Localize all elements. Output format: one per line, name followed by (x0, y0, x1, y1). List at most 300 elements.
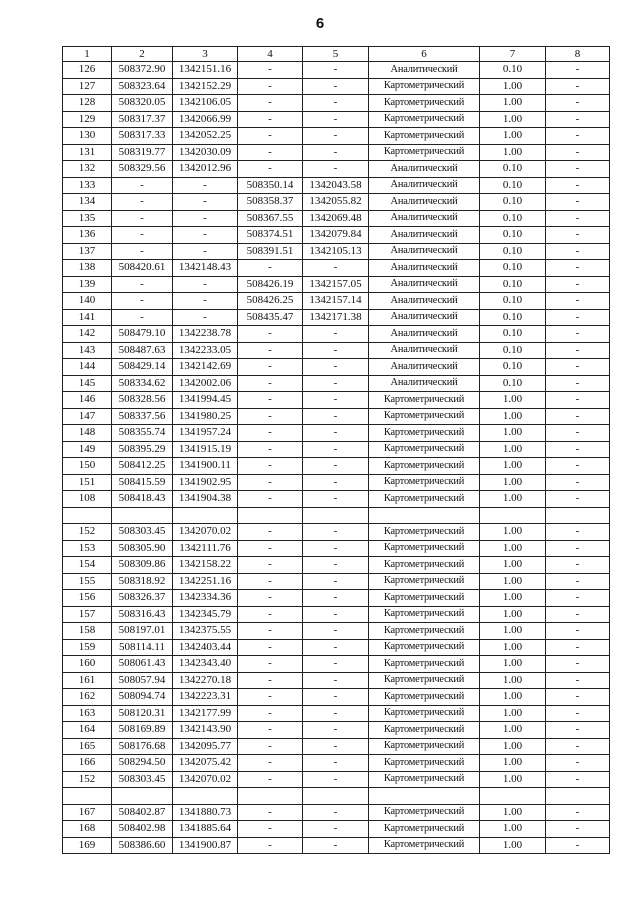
method-cell: Аналитический (369, 161, 480, 178)
y-alt-cell: - (303, 524, 369, 541)
y-alt-cell: - (303, 408, 369, 425)
method-cell: Картометрический (369, 656, 480, 673)
note-cell: - (546, 738, 610, 755)
table-row (63, 524, 610, 541)
method-cell: Картометрический (369, 95, 480, 112)
note-cell: - (546, 276, 610, 293)
table-row (63, 606, 610, 623)
method-cell: Аналитический (369, 62, 480, 79)
accuracy-cell: 1.00 (480, 771, 546, 788)
y-alt-cell: - (303, 491, 369, 508)
table-row (63, 177, 610, 194)
x-coordinate-cell: - (112, 210, 173, 227)
note-cell: - (546, 309, 610, 326)
method-cell: Картометрический (369, 689, 480, 706)
column-header: 5 (303, 47, 369, 62)
x-alt-cell: - (238, 705, 303, 722)
x-coordinate-cell: - (112, 227, 173, 244)
point-number-cell: 138 (63, 260, 112, 277)
table-row (63, 392, 610, 409)
y-alt-cell: - (303, 656, 369, 673)
note-cell: - (546, 639, 610, 656)
method-cell: Картометрический (369, 524, 480, 541)
x-alt-cell: - (238, 441, 303, 458)
x-alt-cell: - (238, 342, 303, 359)
method-cell: Аналитический (369, 359, 480, 376)
y-coordinate-cell: 1341994.45 (173, 392, 238, 409)
x-alt-cell: 508350.14 (238, 177, 303, 194)
x-coordinate-cell: 508429.14 (112, 359, 173, 376)
x-alt-cell: 508391.51 (238, 243, 303, 260)
method-cell: Картометрический (369, 557, 480, 574)
table-row (63, 111, 610, 128)
y-coordinate-cell: 1342375.55 (173, 623, 238, 640)
note-cell: - (546, 342, 610, 359)
accuracy-cell: 0.10 (480, 161, 546, 178)
point-number-cell: 152 (63, 771, 112, 788)
x-alt-cell: - (238, 62, 303, 79)
y-alt-cell: - (303, 359, 369, 376)
method-cell: Аналитический (369, 276, 480, 293)
method-cell: Аналитический (369, 293, 480, 310)
y-alt-cell: - (303, 78, 369, 95)
method-cell: Картометрический (369, 144, 480, 161)
note-cell: - (546, 623, 610, 640)
x-coordinate-cell: 508355.74 (112, 425, 173, 442)
point-number-cell: 108 (63, 491, 112, 508)
y-coordinate-cell: 1342223.31 (173, 689, 238, 706)
note-cell: - (546, 392, 610, 409)
table-row (63, 210, 610, 227)
x-coordinate-cell: 508418.43 (112, 491, 173, 508)
accuracy-cell: 1.00 (480, 656, 546, 673)
x-alt-cell: - (238, 524, 303, 541)
note-cell: - (546, 573, 610, 590)
note-cell: - (546, 689, 610, 706)
x-alt-cell: - (238, 672, 303, 689)
note-cell: - (546, 821, 610, 838)
x-alt-cell: 508358.37 (238, 194, 303, 211)
point-number-cell: 160 (63, 656, 112, 673)
y-coordinate-cell: 1341902.95 (173, 474, 238, 491)
y-alt-cell: - (303, 62, 369, 79)
note-cell: - (546, 62, 610, 79)
note-cell: - (546, 326, 610, 343)
y-coordinate-cell: 1342251.16 (173, 573, 238, 590)
note-cell: - (546, 293, 610, 310)
accuracy-cell: 0.10 (480, 359, 546, 376)
point-number-cell: 147 (63, 408, 112, 425)
y-coordinate-cell: 1342070.02 (173, 771, 238, 788)
x-coordinate-cell: - (112, 309, 173, 326)
note-cell: - (546, 441, 610, 458)
method-cell: Картометрический (369, 771, 480, 788)
x-alt-cell: - (238, 144, 303, 161)
y-coordinate-cell: 1342152.29 (173, 78, 238, 95)
y-coordinate-cell: 1342345.79 (173, 606, 238, 623)
y-coordinate-cell: 1342334.36 (173, 590, 238, 607)
y-coordinate-cell: 1342111.76 (173, 540, 238, 557)
accuracy-cell: 1.00 (480, 755, 546, 772)
accuracy-cell: 1.00 (480, 573, 546, 590)
x-coordinate-cell: 508395.29 (112, 441, 173, 458)
y-coordinate-cell: - (173, 194, 238, 211)
point-number-cell: 144 (63, 359, 112, 376)
y-coordinate-cell: 1342142.69 (173, 359, 238, 376)
y-alt-cell: - (303, 590, 369, 607)
x-alt-cell: - (238, 491, 303, 508)
y-alt-cell: 1342171.38 (303, 309, 369, 326)
x-coordinate-cell: 508317.37 (112, 111, 173, 128)
method-cell (369, 507, 480, 524)
y-coordinate-cell: 1342158.22 (173, 557, 238, 574)
column-header: 8 (546, 47, 610, 62)
x-alt-cell: - (238, 623, 303, 640)
accuracy-cell: 1.00 (480, 441, 546, 458)
note-cell: - (546, 771, 610, 788)
accuracy-cell: 1.00 (480, 837, 546, 854)
y-coordinate-cell: 1342403.44 (173, 639, 238, 656)
table-row (63, 243, 610, 260)
x-coordinate-cell: 508487.63 (112, 342, 173, 359)
note-cell: - (546, 722, 610, 739)
point-number-cell: 155 (63, 573, 112, 590)
x-coordinate-cell: 508412.25 (112, 458, 173, 475)
method-cell: Картометрический (369, 392, 480, 409)
table-row (63, 623, 610, 640)
y-alt-cell: - (303, 474, 369, 491)
coordinates-table (62, 46, 610, 854)
point-number-cell (63, 788, 112, 805)
column-header: 7 (480, 47, 546, 62)
x-coordinate-cell: 508479.10 (112, 326, 173, 343)
note-cell: - (546, 128, 610, 145)
x-coordinate-cell (112, 507, 173, 524)
x-coordinate-cell: 508420.61 (112, 260, 173, 277)
y-coordinate-cell: 1342148.43 (173, 260, 238, 277)
y-coordinate-cell: 1342002.06 (173, 375, 238, 392)
method-cell (369, 788, 480, 805)
y-alt-cell: - (303, 738, 369, 755)
point-number-cell: 142 (63, 326, 112, 343)
y-coordinate-cell: - (173, 227, 238, 244)
y-alt-cell: - (303, 606, 369, 623)
table-row (63, 837, 610, 854)
y-coordinate-cell: 1342070.02 (173, 524, 238, 541)
accuracy-cell: 1.00 (480, 111, 546, 128)
method-cell: Картометрический (369, 573, 480, 590)
x-coordinate-cell: 508305.90 (112, 540, 173, 557)
y-coordinate-cell: 1341900.11 (173, 458, 238, 475)
y-coordinate-cell: 1342066.99 (173, 111, 238, 128)
point-number-cell: 166 (63, 755, 112, 772)
method-cell: Картометрический (369, 722, 480, 739)
y-coordinate-cell: 1342177.99 (173, 705, 238, 722)
note-cell: - (546, 375, 610, 392)
point-number-cell: 153 (63, 540, 112, 557)
table-row (63, 194, 610, 211)
table-row (63, 656, 610, 673)
table-row (63, 689, 610, 706)
method-cell: Картометрический (369, 441, 480, 458)
y-alt-cell: - (303, 326, 369, 343)
x-coordinate-cell: - (112, 293, 173, 310)
accuracy-cell: 1.00 (480, 804, 546, 821)
method-cell: Картометрический (369, 590, 480, 607)
table-row (63, 540, 610, 557)
x-alt-cell: - (238, 606, 303, 623)
x-alt-cell: - (238, 260, 303, 277)
method-cell: Аналитический (369, 177, 480, 194)
note-cell: - (546, 177, 610, 194)
table-row (63, 128, 610, 145)
y-alt-cell: - (303, 639, 369, 656)
note-cell: - (546, 408, 610, 425)
x-alt-cell: - (238, 738, 303, 755)
accuracy-cell: 0.10 (480, 342, 546, 359)
y-coordinate-cell: - (173, 210, 238, 227)
table-row (63, 507, 610, 524)
table-row (63, 95, 610, 112)
method-cell: Аналитический (369, 210, 480, 227)
method-cell: Картометрический (369, 491, 480, 508)
note-cell: - (546, 491, 610, 508)
y-coordinate-cell (173, 788, 238, 805)
y-coordinate-cell: - (173, 276, 238, 293)
accuracy-cell: 1.00 (480, 540, 546, 557)
point-number-cell: 128 (63, 95, 112, 112)
note-cell: - (546, 78, 610, 95)
point-number-cell: 156 (63, 590, 112, 607)
note-cell: - (546, 111, 610, 128)
x-coordinate-cell: 508337.56 (112, 408, 173, 425)
point-number-cell: 162 (63, 689, 112, 706)
point-number-cell: 167 (63, 804, 112, 821)
x-coordinate-cell: 508303.45 (112, 771, 173, 788)
x-coordinate-cell: 508114.11 (112, 639, 173, 656)
accuracy-cell: 1.00 (480, 623, 546, 640)
point-number-cell: 146 (63, 392, 112, 409)
y-alt-cell: - (303, 458, 369, 475)
x-alt-cell: - (238, 837, 303, 854)
note-cell: - (546, 474, 610, 491)
y-alt-cell: - (303, 837, 369, 854)
point-number-cell: 130 (63, 128, 112, 145)
method-cell: Картометрический (369, 639, 480, 656)
y-coordinate-cell: 1341957.24 (173, 425, 238, 442)
x-alt-cell: - (238, 689, 303, 706)
x-coordinate-cell: 508061.43 (112, 656, 173, 673)
y-alt-cell: - (303, 128, 369, 145)
y-coordinate-cell: - (173, 293, 238, 310)
x-alt-cell: - (238, 111, 303, 128)
note-cell: - (546, 458, 610, 475)
note-cell: - (546, 672, 610, 689)
y-coordinate-cell (173, 507, 238, 524)
method-cell: Картометрический (369, 623, 480, 640)
y-coordinate-cell: 1341900.87 (173, 837, 238, 854)
x-coordinate-cell: - (112, 194, 173, 211)
table-row (63, 78, 610, 95)
accuracy-cell: 1.00 (480, 458, 546, 475)
table-row (63, 326, 610, 343)
y-alt-cell: - (303, 161, 369, 178)
y-coordinate-cell: 1342343.40 (173, 656, 238, 673)
x-alt-cell: 508367.55 (238, 210, 303, 227)
accuracy-cell: 0.10 (480, 194, 546, 211)
table-row (63, 804, 610, 821)
note-cell: - (546, 837, 610, 854)
table-row (63, 788, 610, 805)
point-number-cell: 164 (63, 722, 112, 739)
method-cell: Аналитический (369, 260, 480, 277)
x-coordinate-cell: 508316.43 (112, 606, 173, 623)
x-coordinate-cell: 508057.94 (112, 672, 173, 689)
note-cell: - (546, 227, 610, 244)
y-coordinate-cell: 1341904.38 (173, 491, 238, 508)
y-coordinate-cell: 1342052.25 (173, 128, 238, 145)
y-coordinate-cell: 1342143.90 (173, 722, 238, 739)
x-alt-cell: - (238, 392, 303, 409)
page-number: 6 (315, 15, 325, 32)
method-cell: Аналитический (369, 227, 480, 244)
table-row (63, 474, 610, 491)
accuracy-cell: 1.00 (480, 425, 546, 442)
x-coordinate-cell: 508318.92 (112, 573, 173, 590)
x-coordinate-cell: - (112, 177, 173, 194)
x-alt-cell (238, 507, 303, 524)
accuracy-cell: 0.10 (480, 210, 546, 227)
point-number-cell: 134 (63, 194, 112, 211)
method-cell: Аналитический (369, 375, 480, 392)
accuracy-cell: 1.00 (480, 722, 546, 739)
y-coordinate-cell: - (173, 243, 238, 260)
point-number-cell: 158 (63, 623, 112, 640)
note-cell: - (546, 194, 610, 211)
x-alt-cell: - (238, 639, 303, 656)
y-alt-cell: - (303, 689, 369, 706)
note-cell: - (546, 243, 610, 260)
accuracy-cell: 1.00 (480, 738, 546, 755)
table-row (63, 590, 610, 607)
x-alt-cell: - (238, 540, 303, 557)
note-cell: - (546, 210, 610, 227)
accuracy-cell: 0.10 (480, 293, 546, 310)
method-cell: Аналитический (369, 326, 480, 343)
y-coordinate-cell: 1342095.77 (173, 738, 238, 755)
y-coordinate-cell: 1342030.09 (173, 144, 238, 161)
accuracy-cell: 1.00 (480, 557, 546, 574)
x-coordinate-cell: 508329.56 (112, 161, 173, 178)
x-coordinate-cell: 508402.98 (112, 821, 173, 838)
table-row (63, 161, 610, 178)
point-number-cell: 151 (63, 474, 112, 491)
x-coordinate-cell: 508415.59 (112, 474, 173, 491)
method-cell: Картометрический (369, 458, 480, 475)
point-number-cell: 131 (63, 144, 112, 161)
x-coordinate-cell: 508328.56 (112, 392, 173, 409)
table-row (63, 771, 610, 788)
x-alt-cell: - (238, 821, 303, 838)
note-cell: - (546, 540, 610, 557)
x-coordinate-cell: 508326.37 (112, 590, 173, 607)
method-cell: Картометрический (369, 821, 480, 838)
x-alt-cell: - (238, 375, 303, 392)
table-row (63, 705, 610, 722)
point-number-cell: 133 (63, 177, 112, 194)
point-number-cell: 141 (63, 309, 112, 326)
note-cell: - (546, 590, 610, 607)
accuracy-cell: 0.10 (480, 375, 546, 392)
method-cell: Картометрический (369, 705, 480, 722)
y-alt-cell: 1342043.58 (303, 177, 369, 194)
x-alt-cell: - (238, 474, 303, 491)
x-alt-cell: - (238, 78, 303, 95)
accuracy-cell: 1.00 (480, 144, 546, 161)
y-coordinate-cell: - (173, 309, 238, 326)
accuracy-cell: 0.10 (480, 276, 546, 293)
method-cell: Картометрический (369, 425, 480, 442)
note-cell (546, 788, 610, 805)
point-number-cell: 161 (63, 672, 112, 689)
x-coordinate-cell (112, 788, 173, 805)
column-header: 6 (369, 47, 480, 62)
note-cell: - (546, 656, 610, 673)
x-alt-cell: - (238, 95, 303, 112)
x-alt-cell: - (238, 326, 303, 343)
note-cell (546, 507, 610, 524)
table-row (63, 573, 610, 590)
point-number-cell: 154 (63, 557, 112, 574)
accuracy-cell: 1.00 (480, 639, 546, 656)
y-coordinate-cell: 1341885.64 (173, 821, 238, 838)
point-number-cell: 169 (63, 837, 112, 854)
accuracy-cell: 1.00 (480, 821, 546, 838)
y-coordinate-cell: 1342075.42 (173, 755, 238, 772)
point-number-cell: 132 (63, 161, 112, 178)
column-header: 1 (63, 47, 112, 62)
x-alt-cell: 508374.51 (238, 227, 303, 244)
y-alt-cell (303, 788, 369, 805)
accuracy-cell: 1.00 (480, 78, 546, 95)
y-alt-cell: 1342069.48 (303, 210, 369, 227)
x-coordinate-cell: 508176.68 (112, 738, 173, 755)
y-alt-cell (303, 507, 369, 524)
point-number-cell: 137 (63, 243, 112, 260)
table-row (63, 639, 610, 656)
method-cell: Картометрический (369, 78, 480, 95)
point-number-cell: 127 (63, 78, 112, 95)
note-cell: - (546, 524, 610, 541)
y-coordinate-cell: 1342106.05 (173, 95, 238, 112)
y-coordinate-cell: 1341980.25 (173, 408, 238, 425)
point-number-cell: 143 (63, 342, 112, 359)
y-alt-cell: 1342105.13 (303, 243, 369, 260)
x-coordinate-cell: 508309.86 (112, 557, 173, 574)
method-cell: Аналитический (369, 243, 480, 260)
table-row (63, 738, 610, 755)
point-number-cell: 145 (63, 375, 112, 392)
header-row (63, 47, 610, 62)
method-cell: Картометрический (369, 738, 480, 755)
y-alt-cell: - (303, 441, 369, 458)
point-number-cell: 165 (63, 738, 112, 755)
method-cell: Картометрический (369, 606, 480, 623)
y-alt-cell: - (303, 705, 369, 722)
y-alt-cell: 1342079.84 (303, 227, 369, 244)
table-row (63, 491, 610, 508)
point-number-cell: 126 (63, 62, 112, 79)
